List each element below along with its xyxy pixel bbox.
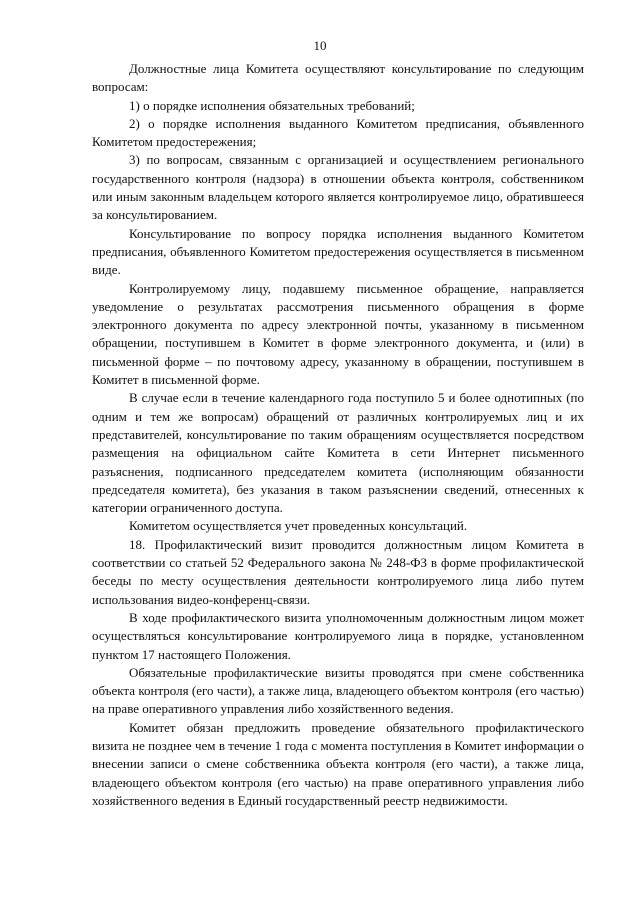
- paragraph-item-3: 3) по вопросам, связанным с организацией и осуществлением регионального государственного контроля (надзора) в отношении объекта контроля, собственником или иным законным владельцем которого является контролируемое лицо, обратившееся за консультированием.: [92, 152, 584, 223]
- paragraph-written-consulting: Консультирование по вопросу порядка исполнения выданного Комитетом предписания, объявленного Комитетом предостережения осуществляется в письменном виде.: [92, 225, 584, 278]
- paragraph-identical-requests: В случае если в течение календарного года поступило 5 и более однотипных (по одним и тем же вопросам) обращений от различных контролируемых лиц и их представителей, консультирование по таким обращениям осуществляется посредством размещения на официальном сайте Комитета в сети Интернет письменного разъяснения, подписанного председателем комитета (исполняющим обязанности председателя комитета), без указания в таком разъяснении сведений, отнесенных к категории ограниченного доступа.: [92, 390, 584, 516]
- paragraph-consultation-record: Комитетом осуществляется учет проведенных консультаций.: [129, 518, 468, 534]
- paragraph-item-18: 18. Профилактический визит проводится должностным лицом Комитета в соответствии со статьей 52 Федерального закона № 248-ФЗ в форме профилактической беседы по месту осуществления деятельности контролируемого лица либо путем использования видео-конференц-связи.: [92, 536, 584, 607]
- paragraph-item-1: 1) о порядке исполнения обязательных требований;: [129, 97, 415, 113]
- paragraph-notification: Контролируемому лицу, подавшему письменное обращение, направляется уведомление о результатах рассмотрения письменного обращения в форме электронного документа по адресу электронной почты, указанному в письменном обращении, поступившем в Комитет в форме электронного документа, и (или) в письменной форме – по почтовому адресу, указанному в обращении, поступившем в Комитет в письменной форме.: [92, 280, 584, 388]
- paragraph-item-2: 2) о порядке исполнения выданного Комитетом предписания, объявленного Комитетом предостережения;: [92, 115, 584, 150]
- paragraph-mandatory-visits: Обязательные профилактические визиты проводятся при смене собственника объекта контроля (его части), а также лица, владеющего объектом контроля (его частью) на праве оперативного управления либо хозяйственного ведения.: [92, 664, 584, 717]
- page-number: 10: [313, 38, 327, 53]
- paragraph-committee-obligation: Комитет обязан предложить проведение обязательного профилактического визита не позднее чем в течение 1 года с момента поступления в Комитет информации о внесении записи о смене собственника объекта контроля (его части), а также лица, владеющего объектом контроля (его частью) на праве оперативного управления либо хозяйственного ведения в Единый государственный реестр недвижимости.: [92, 719, 584, 808]
- document-body: [92, 60, 584, 810]
- paragraph-visit-consulting: В ходе профилактического визита уполномоченным должностным лицом может осуществляться консультирование контролируемого лица в порядке, установленном пунктом 17 настоящего Положения.: [92, 609, 584, 662]
- paragraph-consulting-intro: Должностные лица Комитета осуществляют консультирование по следующим вопросам:: [92, 61, 584, 95]
